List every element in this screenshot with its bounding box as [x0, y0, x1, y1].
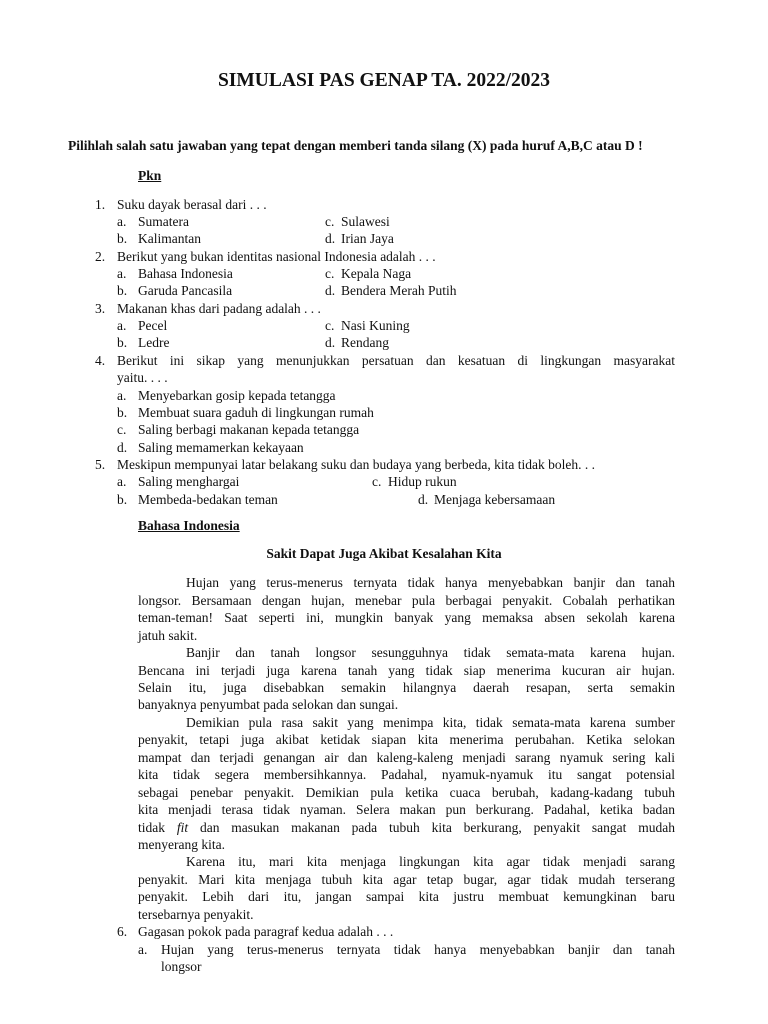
- option-letter: c.: [325, 214, 335, 229]
- option-letter: c.: [325, 318, 335, 333]
- option-text: Irian Jaya: [341, 231, 394, 246]
- paragraph-line: Banjir dan tanah longsor sesungguhnya tidak semata-mata karena hujan.: [186, 645, 675, 660]
- option-letter: d.: [325, 283, 336, 298]
- option-text: Bahasa Indonesia: [138, 266, 233, 281]
- option-text: Rendang: [341, 335, 389, 350]
- paragraph-line: penyakit, tetapi juga akibat ketidak siapan kita menerima perubahan. Ketika selokan: [138, 732, 675, 747]
- question-text: yaitu. . . .: [117, 370, 168, 385]
- option-text: Saling berbagi makanan kepada tetangga: [138, 422, 360, 437]
- question-text: Berikut ini sikap yang menunjukkan persatuan dan kesatuan di lingkungan masyarakat: [117, 353, 675, 368]
- paragraph-line: tersebarnya penyakit.: [138, 907, 254, 922]
- option-text: Bendera Merah Putih: [341, 283, 457, 298]
- option-text: Menjaga kebersamaan: [434, 492, 556, 507]
- option-text: Hujan yang terus-menerus ternyata tidak hanya menyebabkan banjir dan tanah: [161, 942, 675, 957]
- section-heading-pkn: Pkn: [138, 168, 162, 183]
- option-letter: c.: [372, 474, 382, 489]
- option-text: Ledre: [138, 335, 170, 350]
- option-letter: b.: [117, 492, 128, 507]
- instruction-text: Pilihlah salah satu jawaban yang tepat dengan memberi tanda silang (X) pada huruf A,B,C atau D !: [68, 138, 643, 153]
- option-text: Sumatera: [138, 214, 189, 229]
- option-letter: a.: [117, 214, 127, 229]
- paragraph-line: penyakit. Mari kita menjaga tubuh kita agar tetap bugar, agar tidak mudah terserang: [138, 872, 675, 887]
- option-letter: a.: [117, 318, 127, 333]
- question-text: Gagasan pokok pada paragraf kedua adalah . . .: [138, 924, 394, 939]
- option-text: Membeda-bedakan teman: [138, 492, 278, 507]
- emphasis-word: fit: [176, 820, 189, 835]
- option-text: Hidup rukun: [388, 474, 457, 489]
- option-text: Garuda Pancasila: [138, 283, 233, 298]
- paragraph-line: Karena itu, mari kita menjaga lingkungan kita agar tidak menjadi sarang: [186, 854, 675, 869]
- question-number: 2.: [95, 249, 106, 264]
- option-letter: d.: [418, 492, 429, 507]
- option-letter: b.: [117, 231, 128, 246]
- question-number: 5.: [95, 457, 106, 472]
- section-heading-bahasa: Bahasa Indonesia: [138, 518, 240, 533]
- story-title: Sakit Dapat Juga Akibat Kesalahan Kita: [266, 546, 502, 561]
- option-letter: b.: [117, 405, 128, 420]
- option-text: Kalimantan: [138, 231, 201, 246]
- option-letter: d.: [325, 231, 336, 246]
- paragraph-line: Hujan yang terus-menerus ternyata tidak hanya menyebabkan banjir dan tanah: [186, 575, 675, 590]
- paragraph-line: menyerang kita.: [138, 837, 225, 852]
- paragraph-line: banyaknya penyumbat pada selokan dan sungai.: [138, 697, 399, 712]
- option-letter: d.: [325, 335, 336, 350]
- paragraph-line: mampat dan terjadi genangan air dan kaleng-kaleng menjadi sarang nyamuk sering kali: [138, 750, 675, 765]
- question-number: 3.: [95, 301, 106, 316]
- question-text: Makanan khas dari padang adalah . . .: [117, 301, 321, 316]
- question-text: Meskipun mempunyai latar belakang suku dan budaya yang berbeda, kita tidak boleh. . .: [117, 457, 595, 472]
- option-letter: a.: [117, 266, 127, 281]
- paragraph-line: kita menjadi terasa tidak nyaman. Selera makan pun berkurang. Padahal, ketika badan: [138, 802, 675, 817]
- option-letter: b.: [117, 335, 128, 350]
- option-text: Nasi Kuning: [341, 318, 410, 333]
- paragraph-line: sebagai penebar penyakit. Demikian pula ketika cuaca berubah, kadang-kadang tubuh: [138, 785, 675, 800]
- option-letter: a.: [117, 388, 127, 403]
- option-text: Pecel: [138, 318, 168, 333]
- option-text: Saling menghargai: [138, 474, 240, 489]
- page-title: SIMULASI PAS GENAP TA. 2022/2023: [217, 70, 551, 91]
- paragraph-line: jatuh sakit.: [138, 628, 198, 643]
- paragraph-line: teman-teman! Saat seperti ini, mungkin banyak yang memaksa absen sekolah karena: [138, 610, 675, 625]
- paragraph-line: penyakit. Lebih dari itu, jangan sampai kita justru membuat kemungkinan baru: [138, 889, 675, 904]
- option-letter: a.: [138, 942, 148, 957]
- question-text: Berikut yang bukan identitas nasional Indonesia adalah . . .: [117, 249, 436, 264]
- option-text: Membuat suara gaduh di lingkungan rumah: [138, 405, 374, 420]
- option-letter: d.: [117, 440, 128, 455]
- option-text: Menyebarkan gosip kepada tetangga: [138, 388, 336, 403]
- option-text: longsor: [161, 959, 202, 974]
- paragraph-line: Selain itu, juga disebabkan semakin hilangnya daerah resapan, serta semakin: [138, 680, 675, 695]
- option-letter: a.: [117, 474, 127, 489]
- question-number: 4.: [95, 353, 106, 368]
- question-text: Suku dayak berasal dari . . .: [117, 197, 267, 212]
- paragraph-line: longsor. Bersamaan dengan hujan, menebar pula berbagai penyakit. Cobalah perhatikan: [138, 593, 675, 608]
- option-text: Saling memamerkan kekayaan: [138, 440, 304, 455]
- option-letter: c.: [117, 422, 127, 437]
- paragraph-line: tidak fit dan masukan makanan pada tubuh kita berkurang, penyakit sangat mudah: [138, 820, 675, 835]
- paragraph-line: Bencana ini terjadi juga karena tanah yang tidak siap menerima kucuran air hujan.: [138, 663, 675, 678]
- paragraph-line: Demikian pula rasa sakit yang menimpa kita, tidak semata-mata karena sumber: [186, 715, 675, 730]
- paragraph-line: kita tidak segera membersihkannya. Padahal, nyamuk-nyamuk itu sangat potensial: [138, 767, 675, 782]
- option-text: Kepala Naga: [341, 266, 412, 281]
- option-letter: c.: [325, 266, 335, 281]
- option-letter: b.: [117, 283, 128, 298]
- option-text: Sulawesi: [341, 214, 390, 229]
- question-number: 6.: [117, 924, 128, 939]
- question-number: 1.: [95, 197, 106, 212]
